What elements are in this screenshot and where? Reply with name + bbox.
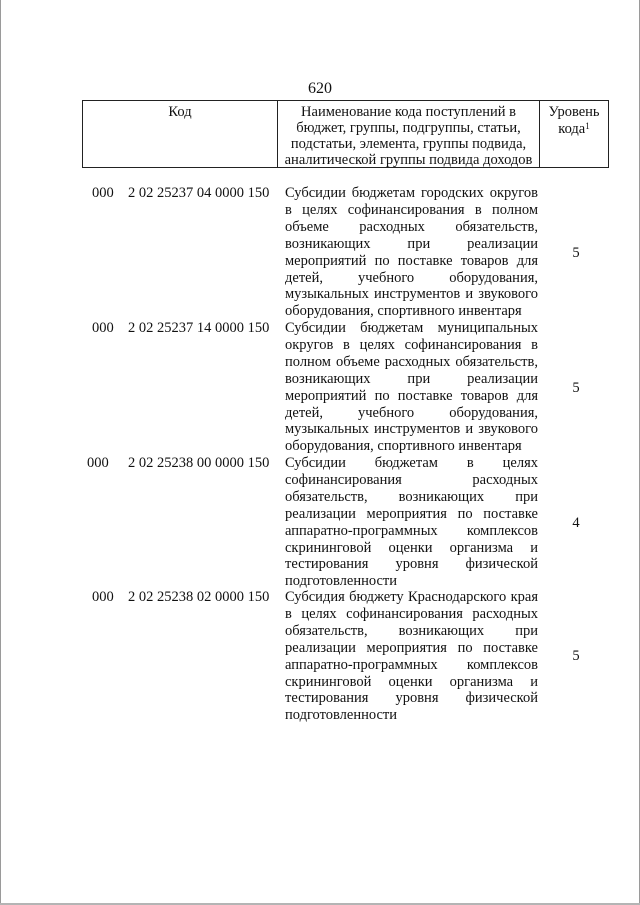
row-level: 5 — [572, 245, 580, 261]
header-level-footnote: 1 — [585, 121, 590, 131]
header-name-label: Наименование кода поступлений в бюджет, группы, подгруппы, статьи, подстатьи, элемента, группы подвида, аналитической группы подвида доходов — [284, 104, 533, 168]
row-level: 5 — [572, 648, 580, 664]
row-prefix: 000 — [87, 455, 109, 471]
row-name: Субсидии бюджетам городских округов в целях софинансирования в полном объеме расходных обязательств, возникающих при реализации мероприятий по поставке товаров для детей, учебного оборудования, музыкальных инструментов и звукового оборудования, спортивного инвентаря — [285, 185, 538, 320]
page-number: 620 — [308, 80, 332, 97]
row-name: Субсидия бюджету Краснодарского края в целях софинансирования расходных обязательств, возникающих при реализации мероприятия по поставке аппаратно-программных комплексов скрининговой оценки организма и тестирования уровня физической подготовленности — [285, 589, 538, 724]
header-level-label — [540, 101, 608, 138]
row-level: 5 — [572, 380, 580, 396]
row-code: 2 02 25237 14 0000 150 — [128, 320, 270, 336]
header-code-cell — [83, 101, 278, 167]
row-prefix: 000 — [92, 185, 114, 201]
header-code-label: Код — [168, 104, 192, 120]
row-prefix: 000 — [92, 320, 114, 336]
row-code: 2 02 25237 04 0000 150 — [128, 185, 270, 201]
table-header — [82, 100, 609, 168]
header-name-cell — [278, 101, 540, 167]
row-prefix: 000 — [92, 589, 114, 605]
scan-edge-left — [0, 0, 1, 905]
row-code: 2 02 25238 02 0000 150 — [128, 589, 270, 605]
row-code: 2 02 25238 00 0000 150 — [128, 455, 270, 471]
row-name: Субсидии бюджетам муниципальных округов в целях софинансирования в полном объеме расходных обязательств, возникающих при реализации мероприятий по поставке товаров для детей, учебного оборудования, музыкальных инструментов и звукового оборудования, спортивного инвентаря — [285, 320, 538, 455]
header-level-cell — [540, 101, 608, 167]
row-level: 4 — [572, 515, 580, 531]
row-name: Субсидии бюджетам в целях софинансирования расходных обязательств, возникающих при реализации мероприятия по поставке аппаратно-программных комплексов скрининговой оценки организма и тестирования уровня физической подготовленности — [285, 455, 538, 590]
header-level-text: Уровень кода — [548, 104, 600, 137]
